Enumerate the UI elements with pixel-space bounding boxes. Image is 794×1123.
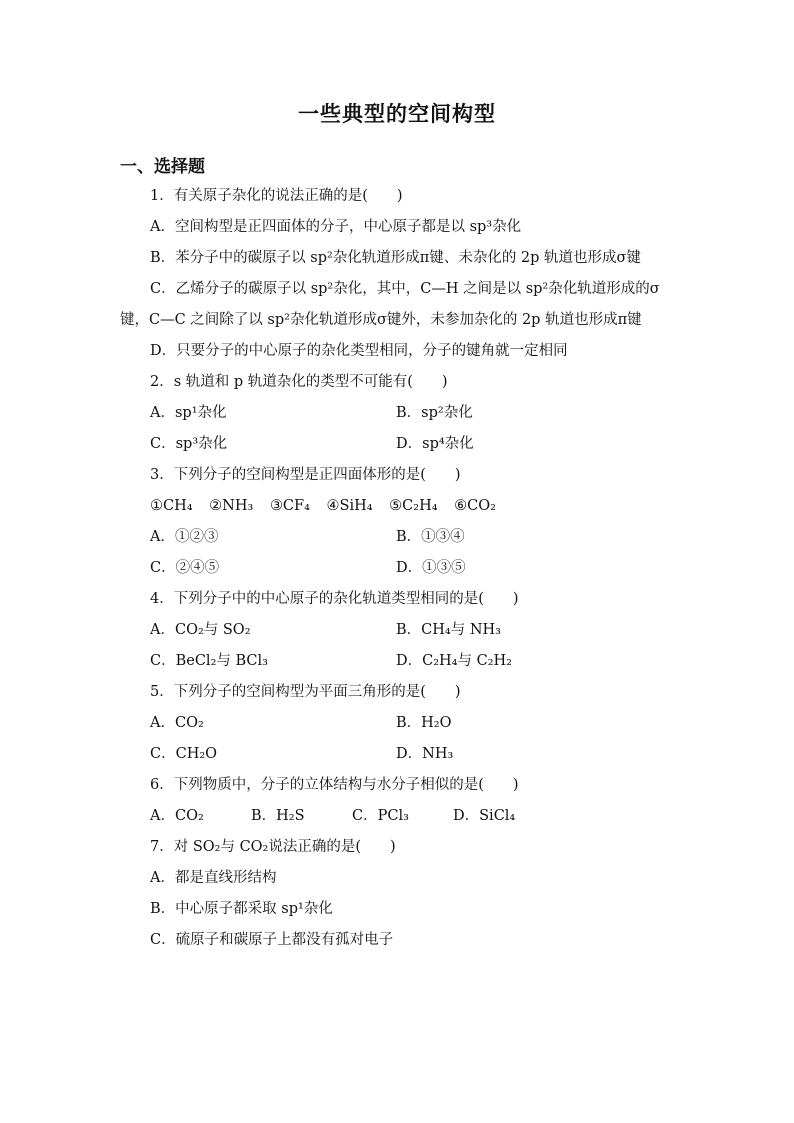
question-3-item: ⑥CO₂ [454, 498, 496, 514]
question-7-option-a: A．都是直线形结构 [150, 870, 277, 886]
question-3-option-c: C．②④⑤ [150, 560, 220, 576]
question-4-options-row-2 [120, 646, 676, 677]
question-3-options-row-1 [120, 522, 676, 553]
question-3-item: ①CH₄ [150, 498, 193, 514]
question-7-option-c: C．硫原子和碳原子上都没有孤对电子 [150, 932, 394, 948]
question-2-option-d: D．sp⁴杂化 [396, 436, 474, 452]
question-2-option-a: A．sp¹杂化 [150, 405, 227, 421]
question-4-option-c: C．BeCl₂与 BCl₃ [150, 653, 268, 669]
question-2-options-row-1 [120, 398, 676, 429]
question-3-item: ③CF₄ [269, 498, 310, 514]
question-4-options-row-1 [120, 615, 676, 646]
question-2-options-row-2 [120, 429, 676, 460]
question-5-option-a: A．CO₂ [150, 715, 204, 731]
question-6-stem: 6．下列物质中，分子的立体结构与水分子相似的是( ) [150, 777, 519, 793]
question-5-stem: 5．下列分子的空间构型为平面三角形的是( ) [150, 684, 461, 700]
question-4-option-b: B．CH₄与 NH₃ [396, 622, 501, 638]
question-7-stem: 7．对 SO₂与 CO₂说法正确的是( ) [150, 839, 396, 855]
question-3-item: ④SiH₄ [326, 498, 373, 514]
question-3-item: ②NH₃ [209, 498, 254, 514]
question-3-option-b: B．①③④ [396, 529, 465, 545]
question-1-option-b: B．苯分子中的碳原子以 sp²杂化轨道形成π键、未杂化的 2p 轨道也形成σ键 [150, 250, 641, 266]
question-2-option-b: B．sp²杂化 [396, 405, 473, 421]
question-4-stem: 4．下列分子中的中心原子的杂化轨道类型相同的是( ) [150, 591, 519, 607]
question-1-option-c: C．乙烯分子的碳原子以 sp²杂化，其中，C—H 之间是以 sp²杂化轨道形成的σ键，C—C 之间除了以 sp²杂化轨道形成σ键外，未参加杂化的 2p 轨道也形成π键 [120, 281, 660, 328]
question-3-option-a: A．①②③ [150, 529, 219, 545]
question-7-option-b: B．中心原子都采取 sp¹杂化 [150, 901, 333, 917]
question-4-option-a: A．CO₂与 SO₂ [150, 622, 251, 638]
section-heading: 一、选择题 [120, 157, 205, 177]
question-list [120, 181, 676, 956]
question-1-option-d: D．只要分子的中心原子的杂化类型相同，分子的键角就一定相同 [150, 343, 568, 359]
question-6-option-a: A．CO₂ [150, 808, 204, 824]
question-2-stem: 2．s 轨道和 p 轨道杂化的类型不可能有( ) [150, 374, 448, 390]
page-title: 一些典型的空间构型 [298, 102, 496, 126]
question-5-options-row-1 [120, 708, 676, 739]
question-3-stem: 3．下列分子的空间构型是正四面体形的是( ) [150, 467, 461, 483]
question-2-option-c: C．sp³杂化 [150, 436, 228, 452]
question-5-option-d: D．NH₃ [396, 746, 454, 762]
question-1-stem: 1．有关原子杂化的说法正确的是( ) [150, 188, 403, 204]
question-3-item: ⑤C₂H₄ [389, 498, 438, 514]
question-5-option-c: C．CH₂O [150, 746, 218, 762]
question-4-option-d: D．C₂H₄与 C₂H₂ [396, 653, 512, 669]
question-3-options-row-2 [120, 553, 676, 584]
question-3-option-d: D．①③⑤ [396, 560, 466, 576]
question-6-options-row [120, 801, 676, 832]
question-3-items [120, 491, 676, 522]
question-1-option-a: A．空间构型是正四面体的分子，中心原子都是以 sp³杂化 [150, 219, 522, 235]
question-6-option-d: D．SiCl₄ [453, 808, 516, 824]
question-5-option-b: B．H₂O [396, 715, 452, 731]
question-5-options-row-2 [120, 739, 676, 770]
question-6-option-c: C．PCl₃ [352, 808, 409, 824]
question-6-option-b: B．H₂S [251, 808, 305, 824]
